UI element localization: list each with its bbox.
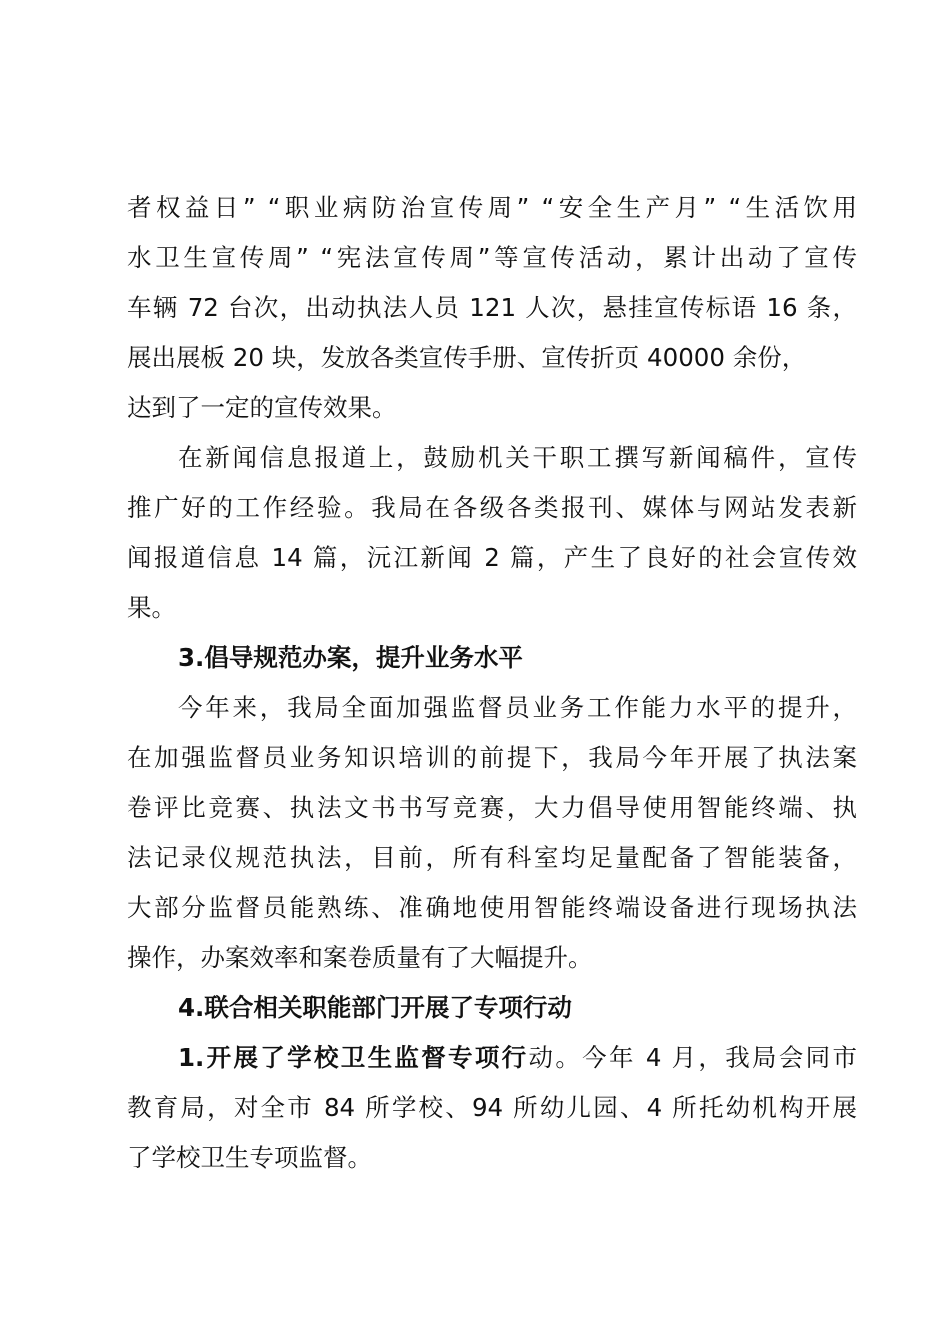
text-line: 在加强监督员业务知识培训的前提下，我局今年开展了执法案	[127, 743, 857, 772]
text-line: 闻报道信息 14 篇，沅江新闻 2 篇，产生了良好的社会宣传效	[127, 543, 857, 572]
text-line: 操作，办案效率和案卷质量有了大幅提升。	[127, 943, 593, 972]
text-line: 展出展板 20 块，发放各类宣传手册、宣传折页 40000 余份，	[127, 343, 807, 372]
document-page	[127, 183, 857, 1183]
text-line: 水卫生宣传周” “宪法宣传周”等宣传活动，累计出动了宣传	[127, 243, 857, 272]
text-line: 教育局，对全市 84 所学校、94 所幼儿园、4 所托幼机构开展	[127, 1093, 857, 1122]
paragraph-school-health-action	[127, 1033, 857, 1183]
text-line: 果。	[127, 593, 176, 622]
text-line: 推广好的工作经验。我局在各级各类报刊、媒体与网站发表新	[127, 493, 857, 522]
text-line: 了学校卫生专项监督。	[127, 1143, 372, 1172]
paragraph-news-reports	[127, 433, 857, 633]
lead-bold-text: 1.开展了学校卫生监督专项行	[178, 1043, 529, 1072]
text-line: 今年来，我局全面加强监督员业务工作能力水平的提升，	[178, 693, 857, 722]
text-line: 卷评比竞赛、执法文书书写竞赛，大力倡导使用智能终端、执	[127, 793, 857, 822]
paragraph-standardized-handling	[127, 683, 857, 983]
text-line: 者权益日” “职业病防治宣传周” “安全生产月” “生活饮用	[127, 193, 857, 222]
text-line: 车辆 72 台次，出动执法人员 121 人次，悬挂宣传标语 16 条，	[127, 293, 857, 322]
text-line: 在新闻信息报道上，鼓励机关干职工撰写新闻稿件，宣传	[178, 443, 857, 472]
section-heading-3: 3.倡导规范办案，提升业务水平	[178, 643, 523, 672]
text-line	[127, 1033, 857, 1083]
text-line: 法记录仪规范执法，目前，所有科室均足量配备了智能装备，	[127, 843, 857, 872]
lead-rest-text: 动。今年 4 月，我局会同市	[528, 1043, 857, 1072]
text-line: 达到了一定的宣传效果。	[127, 393, 397, 422]
section-heading-4: 4.联合相关职能部门开展了专项行动	[178, 993, 572, 1022]
paragraph-publicity-activities	[127, 183, 857, 433]
text-line: 大部分监督员能熟练、准确地使用智能终端设备进行现场执法	[127, 893, 857, 922]
